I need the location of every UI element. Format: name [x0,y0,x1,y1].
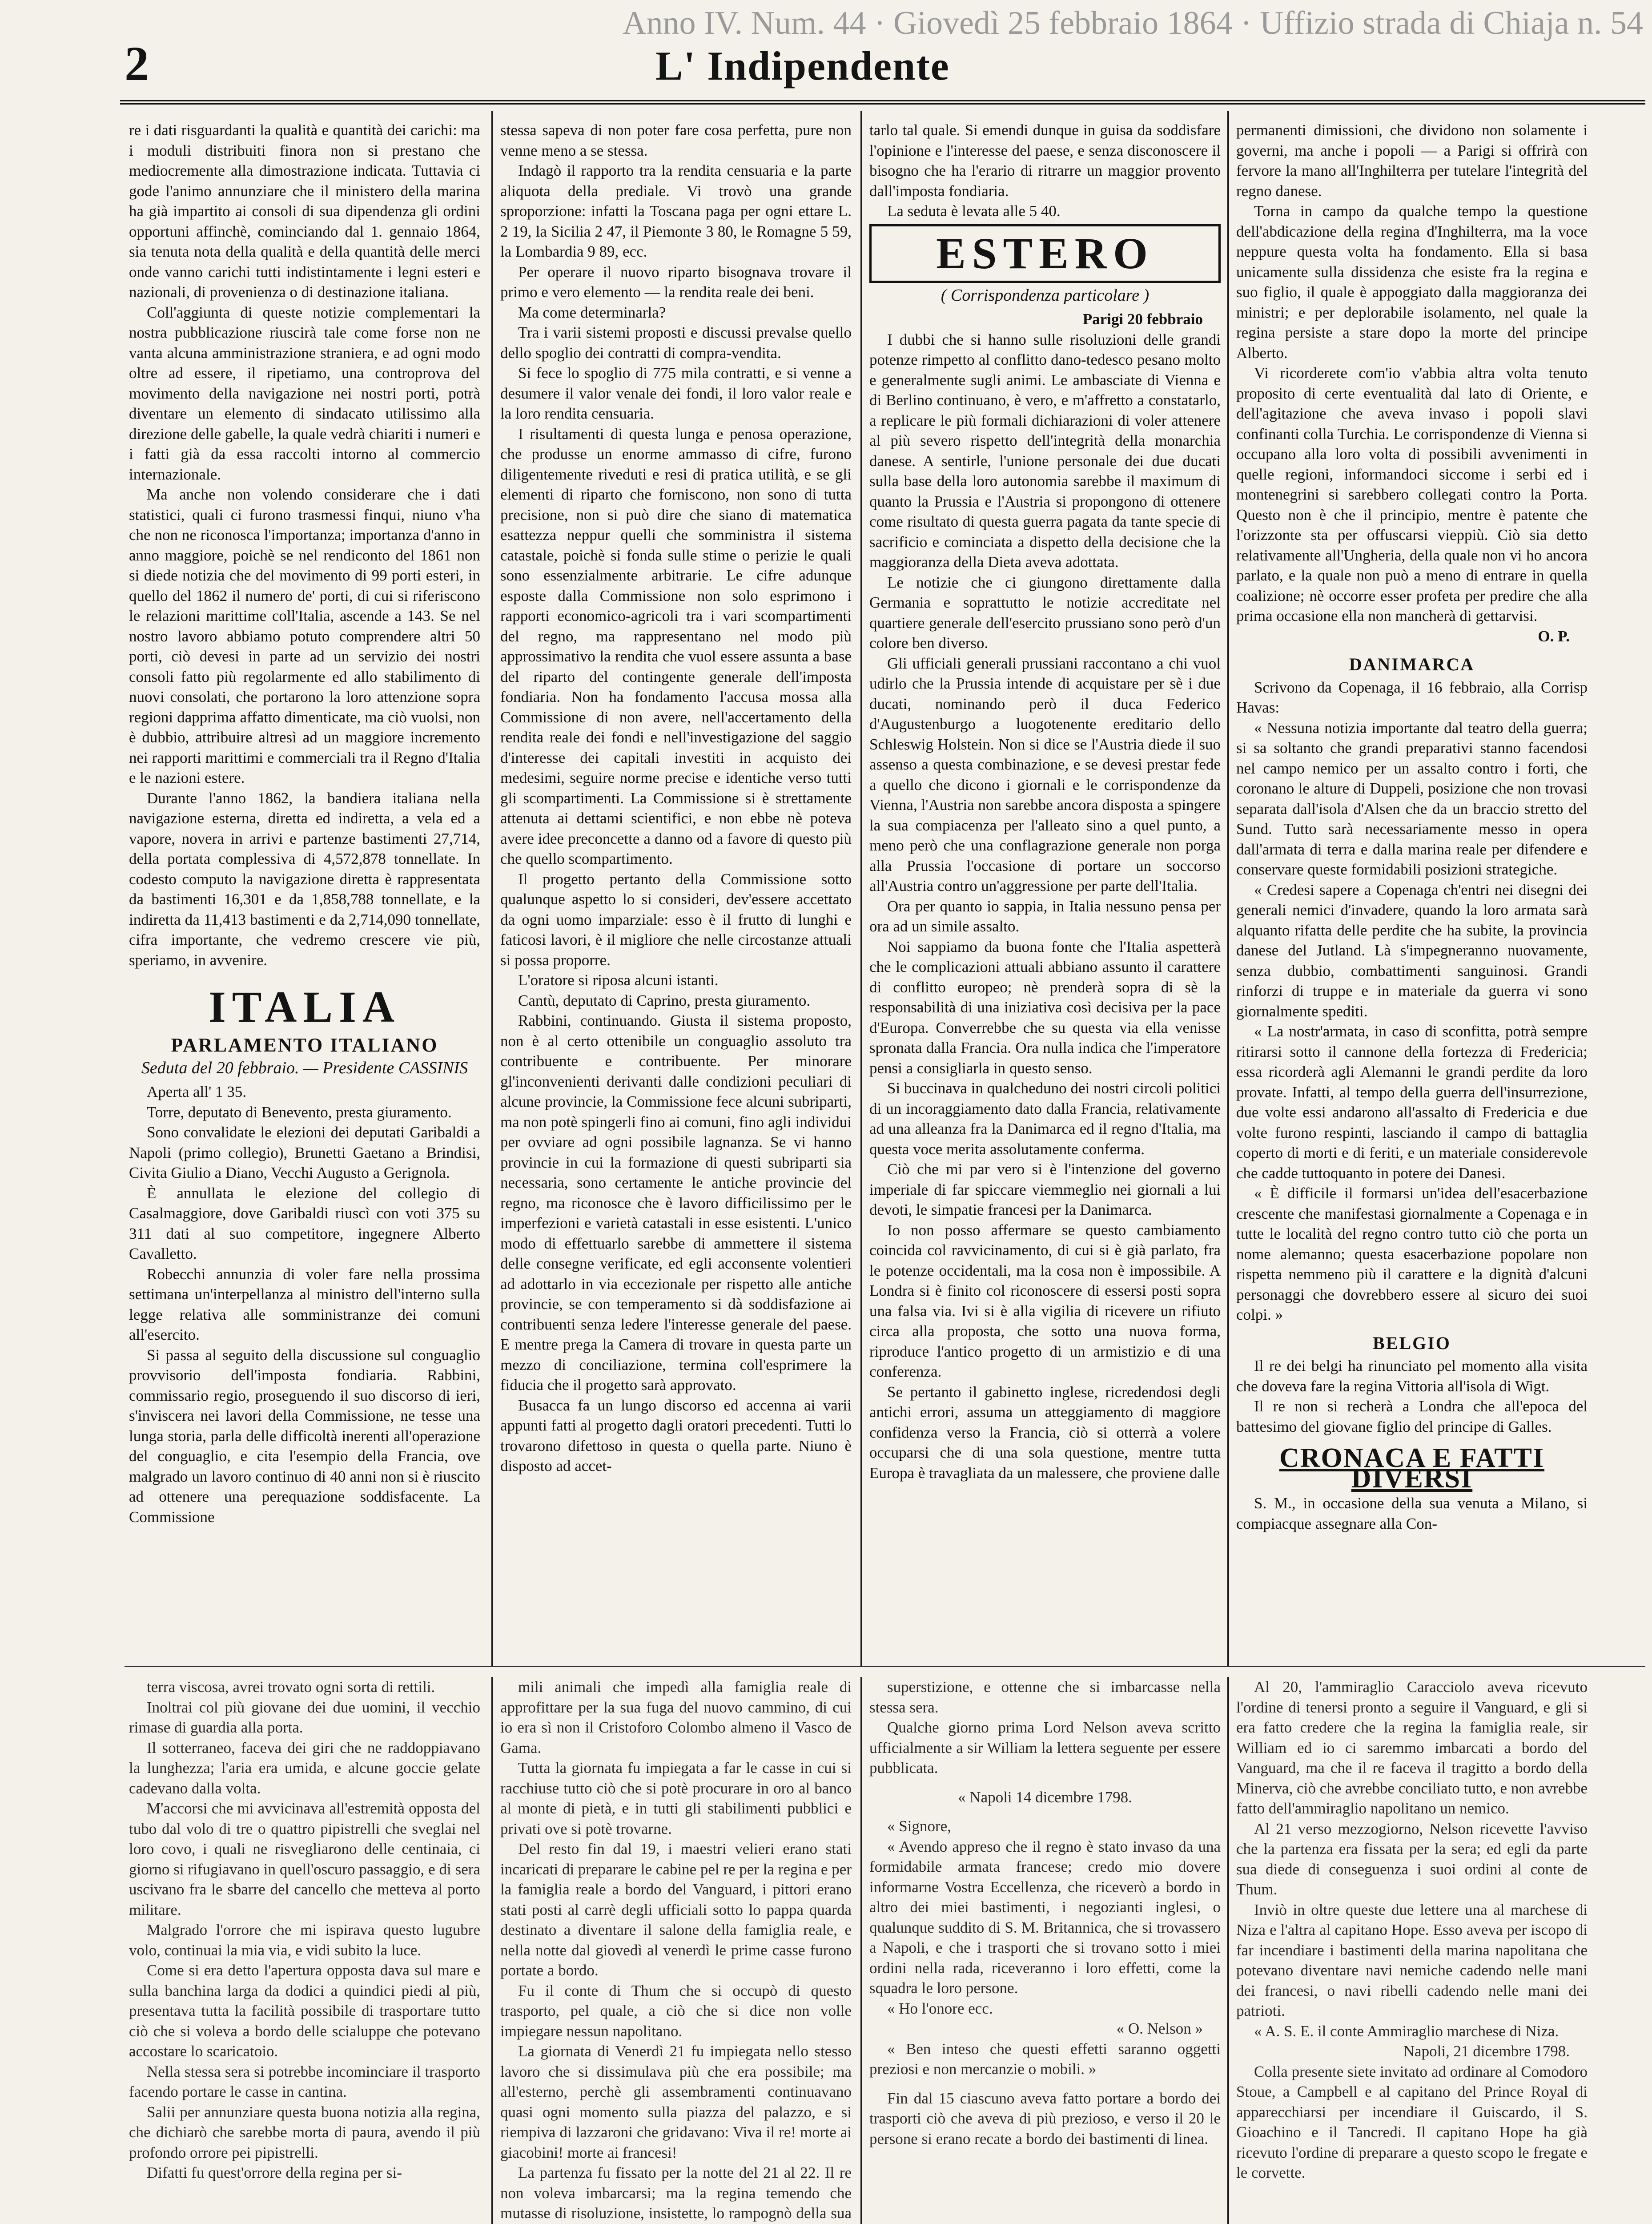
paragraph: L'oratore si riposa alcuni istanti. [518,971,719,989]
paragraph: Il sotterraneo, faceva dei giri che ne raddoppiavano la lunghezza; l'aria era umida, e alcune goccie gelate cadevano dalla volta. [129,1739,480,1797]
paragraph: Tra i varii sistemi proposti e discussi prevalse quello dello spoglio dei contratti di compra-vendita. [500,324,852,362]
paragraph: « La nostr'armata, in caso di sconfitta, potrà sempre ritirarsi sotto il cannone della fortezza di Fredericia; essa ricorderà agli Alemanni le grandi perdite da loro provate. Infatti, al tempo della guerra dell'insurrezione, due volte essi andarono all'assalto di Fredericia e due volte furono respinti, lasciando il campo di battaglia coperto di morti e di feriti, e un materiale considerevole che cadde tuttoquanto in potere dei Danesi. [1236,1023,1588,1182]
paragraph: « A. S. E. il conte Ammiraglio marchese di Niza. [1254,2022,1559,2040]
paragraph: « Ben inteso che questi effetti saranno oggetti preziosi e non mercanzie o mobili. » [869,2040,1221,2078]
paragraph: Del resto fin dal 19, i maestri velieri erano stati incaricati di preparare le cabine pel re per la regina e per la famiglia reale a bordo del Vanguard, i pittori erano stati posti al carrè degli ufficiali sotto lo pappa quarda destinato a diventare il salone della famiglia reale, e nella notte dal giovedì al venerdì le prime casse furono portate a bordo. [500,1840,852,1979]
paragraph: Il progetto pertanto della Commissione sotto qualunque aspetto lo si consideri, dev'essere accettato da ogni uomo imparziale: esso è il frutto di lunghi e faticosi lavori, è il migliore che nelle circostanze attuali si possa proporre. [500,870,852,969]
column-4 [1236,120,1588,1534]
paragraph: Aperta all' 1 35. [147,1083,247,1100]
paragraph: Qualche giorno prima Lord Nelson aveva scritto ufficialmente a sir William la lettera seguente per essere pubblicata. [869,1719,1221,1777]
paragraph: Vi ricorderete com'io v'abbia altra volta tenuto proposito di certe eventualità dal lato di Oriente, e dell'agitazione che aveva invaso i popoli slavi confinanti colla Turchia. Le corrispondenze di Vienna si occupano alla loro volta di possibili avvenimenti in quelle regioni, informandoci siccome i serbi ed i montenegrini si sarebbero collegati contro la Porta. Questo non è che il principio, mentre è patente che l'orizzonte sta per offuscarsi vieppiù. Ciò sia detto relativamente all'Ungheria, della quale non vi ho ancora parlato, e la quale non può a meno di entrare in quella coalizione; nè occorre esser profeta per predire che alla prima occasione ella non mancherà di gettarvisi. [1236,364,1588,624]
feuilleton-column-4 [1236,1677,1588,2183]
feuilleton-column-2 [500,1677,852,2224]
section-heading-estero: ESTERO [936,228,1154,278]
paragraph: permanenti dimissioni, che dividono non solamente i governi, ma anche i popoli — a Parigi si offrirà con fervore la mano all'Inghilterra per tutelare l'integrità del regno danese. [1236,121,1588,200]
feuilleton-column-3 [869,1677,1221,2149]
column-3 [869,120,1221,1483]
feuilleton-column-1 [129,1677,480,2183]
paragraph: Rabbini, continuando. Giusta il sistema proposto, non è al certo ottenibile un conguaglio assoluto tra contribuente e contribuente. Per minorare gl'inconvenienti derivanti dalle condizioni peculiari di alcune provincie, la Commissione fece alcuni subriparti, ma non potè spingerli fino ai comuni, fino agli individui per ovviare ad ogni possibile lagnanza. Se vi hanno provincie in cui la formazione di questi subriparti sia necessaria, sono certamente le antiche provincie del regno, ma riconosce che è lavoro difficilissimo per le imperfezioni e varietà catastali in esse esistenti. L'unico modo di effettuarlo sarebbe di ammettere il sistema delle consegne verificate, ed egli acconsente volentieri ad adottarlo in via eccezionale per rispetto alle antiche provincie, se con temperamento si dà soddisfazione ai contribuenti senza ledere l'interesse generale del paese. E mentre prega la Camera di trovare in questa parte un mezzo di conciliazione, termina coll'esprimere la fiducia che il progetto sarà approvato. [500,1012,852,1394]
paragraph: Coll'aggiunta di queste notizie complementari la nostra pubblicazione riuscirà tale come forse non ne vanta alcuna amministrazione straniera, e ad ogni modo oltre ad essere, il ripetiamo, una controprova del movimento della navigazione nei nostri porti, potrà diventare un elemento di sindacato utilissimo alla direzione delle gabelle, la quale vedrà chiariti i numeri e i fatti già da essa raccolti intorno al commercio internazionale. [129,303,480,483]
paragraph: Nella stessa sera si potrebbe incominciare il trasporto facendo portare le casse in cantina. [129,2063,480,2100]
paragraph: Salii per annunziare questa buona notizia alla regina, che dichiarò che sarebbe morta di paura, avendo il più profondo orrore pei pipistrelli. [129,2103,480,2161]
dateline: Parigi 20 febbraio [1082,310,1203,328]
paragraph: Scrivono da Copenaga, il 16 febbraio, alla Corrisp Havas: [1236,678,1588,716]
paragraph: « È difficile il formarsi un'idea dell'esacerbazione crescente che manifestasi giornalmente a Copenaga e in tutte le località del regno contro tutto ciò che porta un nome alemanno; questa esacerbazione popolare non rispetta nemmeno più il carattere e la dignità d'alcuni personaggi che dovrebbero essere al sicuro dei suoi colpi. » [1236,1185,1588,1323]
paragraph: Sono convalidate le elezioni dei deputati Garibaldi a Napoli (primo collegio), Brunetti Gaetano a Brindisi, Civita Giulio a Diano, Vecchi Augusto a Gerignola. [129,1124,480,1181]
paragraph: Io non posso affermare se questo cambiamento coincida col ravvicinamento, di cui si è già parlato, fra le potenze occidentali, ma la cosa non è impossibile. A Londra si è finito col riconoscere di essersi posti sopra una falsa via. Ivi si è alla vigilia di ricevere un rifiuto circa alla proposta, che sotto una nuova forma, riproduce l'antico progetto di un armistizio e di una conferenza. [869,1221,1221,1380]
paragraph: Come si era detto l'apertura opposta dava sul mare e sulla banchina larga da dodici a quindici piedi al più, presentava tutta la facilità possibile di trasportare tutto ciò che si voleva a bordo delle scialuppe che potevano accostare lo scaricatoio. [129,1962,480,2060]
paragraph: I risultamenti di questa lunga e penosa operazione, che produsse un enorme ammasso di cifre, furono diligentemente riveduti e resi di pratica utilità, e se gli elementi di riparto che forniscono, non sono di tutta precisione, non si può dire che siano di matematica esattezza neppur quelli che somministra il sistema catastale, poichè si fonda sulle stime o perizie le quali sono essenzialmente arbitrarie. Le cifre adunque esposte dalla Commissione non solo esprimono i rapporti economico-agricoli tra i vari scompartimenti del regno, ma rappresentano nel modo più approssimativo la rendita che vuol essere assunta a base del riparto del contingente generale dell'imposta fondiaria. Non ha fondamento l'accusa mossa alla Commissione di non avere, nell'accertamento della rendita reale dei fondi e nell'investigazione del saggio d'interesse dei capitali investiti in acquisto dei medesimi, seguire norme precise e identiche verso tutti gli scompartimenti. La Commissione si è strettamente attenuta ai dettami scientifici, e non ebbe nè poteva avere idee preconcette a danno od a favore di questo più che quello scompartimento. [500,425,852,867]
paragraph: I dubbi che si hanno sulle risoluzioni delle grandi potenze rimpetto al conflitto dano-tedesco pesano molto e generalmente sugli animi. Le ambasciate di Vienna e di Berlino continuano, è vero, e m'affretto a constatarlo, a replicare le più formali dichiarazioni di voler attenere al più severo rispetto dell'integrità della monarchia danese. A sentirle, l'unione personale dei due ducati sulla base della loro autonomia sarebbe il maximum di quanto la Prussia e l'Austria si propongono di ottenere come risultato di questa guerra pagata da tante specie di sacrificio e cominciata a dispetto della decisione che la maggioranza della Dieta aveva adottata. [869,330,1221,571]
column-rule [491,1677,493,2224]
masthead-rule [120,100,1645,105]
paragraph: « Avendo appreso che il regno è stato invaso da una formidabile armata francese; credo mio dovere informarne Vostra Eccellenza, che riceverò a bordo in altro dei miei bastimenti, i negozianti inglesi, o qualunque suddito di S. M. Britannica, che si trovassero a Napoli, e che i trasporti che si trovano sotto i miei ordini nella rada, riceveranno i loro effetti, come la squadra le loro persone. [869,1837,1221,1997]
paragraph: superstizione, e ottenne che si imbarcasse nella stessa sera. [869,1678,1221,1716]
correspondence-note: ( Corrispondenza particolare ) [941,286,1150,305]
estero-heading-box [869,224,1221,283]
paragraph: Il re non si recherà a Londra che all'epoca del battesimo del giovane figlio del principe di Galles. [1236,1398,1588,1435]
paragraph: Il re dei belgi ha rinunciato pel momento alla visita che doveva fare la regina Vittoria all'isola di Wigt. [1236,1357,1588,1395]
paragraph: mili animali che impedì alla famiglia reale di approfittare per la sua fuga del nuovo cammino, di cui io era sì non il Cristoforo Colombo almeno il Vasco de Gama. [500,1678,852,1757]
paragraph: Ciò che mi par vero si è l'intenzione del governo imperiale di far spiccare viemmeglio nei giornali a lui devoti, le simpatie francesi per la Danimarca. [869,1160,1221,1218]
paragraph: È annullata le elezione del collegio di Casalmaggiore, dove Garibaldi riuscì con voti 375 su 311 dati al suo competitore, ingegnere Alberto Cavalletto. [129,1184,480,1262]
paragraph: Indagò il rapporto tra la rendita censuaria e la parte aliquota della prediale. Vi trovò una grande sproporzione: infatti la Toscana paga per ogni ettare L. 2 19, la Sicilia 2 47, il Piemonte 3 80, le Romagne 5 59, la Lombardia 9 89, ecc. [500,162,852,260]
column-rule [1227,111,1229,1666]
paragraph: Si fece lo spoglio di 775 mila contratti, e si venne a desumere il valor venale dei fondi, il loro valor reale e la loro rendita censuaria. [500,364,852,422]
section-heading-cronaca: CRONACA E FATTI DIVERSI [1279,1443,1545,1494]
paragraph: Ma come determinarla? [518,303,666,321]
paragraph: La seduta è levata alle 5 40. [887,202,1061,220]
paragraph: Torre, deputato di Benevento, presta giuramento. [147,1103,452,1121]
column-1 [129,120,480,1527]
paragraph: Si buccinava in qualcheduno dei nostri circoli politici di un incoraggiamento dato dalla Francia, relativamente ad una alleanza fra la Danimarca ed il regno d'Italia, ma questa voce merita assolutamente conferma. [869,1080,1221,1158]
paragraph: Inviò in oltre queste due lettere una al marchese di Niza e l'altra al capitano Hope. Esso aveva per iscopo di far incendiare i bastimenti della marina napolitana che potevano diventare navi nemiche cadendo nelle mani dei francesi, o navi ribelli cadendo nelle mani dei patrioti. [1236,1901,1588,2019]
paragraph: S. M., in occasione della sua venuta a Milano, si compiacque assegnare alla Con- [1236,1495,1588,1532]
paragraph: M'accorsi che mi avvicinava all'estremità opposta del tubo dal volo di tre o quattro pipistrelli che sveglai nel loro covo, i quali ne risvegliarono delle centinaia, ci giorno si rifugiavano in quell'oscuro passaggio, e di sera uscivano fra le sbarre del cancello che metteva al porto militare. [129,1800,480,1918]
letter-dateline: « Napoli 14 dicembre 1798. [958,1788,1132,1806]
paragraph: Fu il conte di Thum che si occupò di questo trasporto, pel quale, a ciò che si dice non volle impiegare nessun napolitano. [500,1982,852,2040]
section-subheading-parlamento: PARLAMENTO ITALIANO [171,1034,438,1056]
section-heading-italia: ITALIA [208,982,401,1031]
paragraph: La partenza fu fissato per la notte del 21 al 22. Il re non voleva imbarcarsi; ma la regina temendo che mutasse di risoluzione, insistette, lo rampognò della sua [500,2164,852,2222]
column-2 [500,120,852,1476]
paragraph: Per operare il nuovo riparto bisognava trovare il primo e vero elemento — la rendita reale dei beni. [500,263,852,301]
column-rule [860,1677,862,2224]
paragraph: Durante l'anno 1862, la bandiera italiana nella navigazione esterna, diretta ed indiretta, a vela ed a vapore, novera in arrivi e partenze bastimenti 27,714, della portata complessiva di 4,572,878 tonnellate. In codesto computo la navigazione diretta è rappresentata da bastimenti 16,301 e da 1,858,788 tonnellate, e la indiretta da 11,413 bastimenti e da 2,714,090 tonnellate, cifra importante, che vedremo crescere vie più, speriamo, in avvenire. [129,789,480,969]
section-heading-danimarca: DANIMARCA [1349,654,1475,674]
feuilleton-rule [125,1666,1645,1667]
paragraph: Le notizie che ci giungono direttamente dalla Germania e soprattutto le notizie accreditate nel quartiere generale dell'esercito prussiano sono però d'un colore ben diverso. [869,573,1221,652]
paragraph: La giornata di Venerdì 21 fu impiegata nello stesso lavoro che si dissimulava più che era possibile; ma all'esterno, perchè gli assembramenti continuavano quasi ogni momento sulla piazza del palazzo, e si riempiva di lazzaroni che gridavano: Viva il re! morte ai giacobini! morte ai francesi! [500,2043,852,2161]
paragraph: Ma anche non volendo considerare che i dati statistici, quali ci furono trasmessi finqui, niuno v'ha che non ne riconosca l'importanza; importanza d'anno in anno maggiore, poichè se nel rendiconto del 1861 non si diede notizia che del movimento di 99 porti esteri, in quello del 1862 il numero de' porti, di cui si riferiscono le relazioni marittime coll'Italia, ascende a 143. Se nel nostro lavoro abbiamo potuto comprendere altri 50 porti, ciò devesi in parte ad un servizio dei nostri consoli fatto più regolarmente ed allo stabilimento di nuovi consolati, che portarono la loro attenzione sopra regioni dapprima affatto dimenticate, ma ciò vuolsi, non è dubbio, attribuire altresì ad un maggiore incremento nei rapporti marittimi e commerciali tra il Regno d'Italia e le nazioni estere. [129,486,480,786]
column-rule [860,111,862,1666]
paragraph: Tutta la giornata fu impiegata a far le casse in cui si racchiuse tutto ciò che si potè procurare in oro al banco al monte di pietà, e in tutti gli stabilimenti pubblici e privati ove si potè trovarne. [500,1759,852,1837]
paragraph: re i dati risguardanti la qualità e quantità dei carichi: ma i moduli distribuiti finora non si prestano che mediocremente alla dimostrazione indicata. Tuttavia ci gode l'animo annunziare che il ministero della marina ha già impartito ai consoli di sua dipendenza gli ordini opportuni affinchè, cominciando dal 1. gennaio 1864, sia tenuta nota della qualità e della quantità delle merci onde vanno carichi tutti indistintamente i legni esteri e nazionali, di provenienza o di destinazione italiana. [129,121,480,301]
paragraph: Noi sappiamo da buona fonte che l'Italia aspetterà che le complicazioni attuali abbiano assunto il carattere di conflitto europeo; nè prenderà sopra di sè la responsabilità di una iniziativa così decisiva per la pace d'Europa. Converrebbe che su questa via ella venisse spronata dalla Francia. Ora nulla indica che l'imperatore pensi a consigliarla in questo senso. [869,938,1221,1077]
paragraph: Gli ufficiali generali prussiani raccontano a chi vuol udirlo che la Prussia intende di acquistare per sè i due ducati, nominando però il duca Federico d'Augustenburgo a luogotenente ereditario dello Schleswig Holstein. Non si dice se l'Austria diede il suo assenso a questa combinazione, e se devesi prestar fede a quello che dicono i giornali e le corrispondenze da Vienna, l'Austria non sarebbe ancora disposta a spingere la sua compiacenza per l'alleato sino a quel punto, a meno però che una conflagrazione generale non porga alla Prussia l'occasione di portare un soccorso all'Austria contro un'aggressione per parte dell'Italia. [869,654,1221,894]
signature: « O. Nelson » [1116,2020,1203,2037]
paragraph: Robecchi annunzia di voler fare nella prossima settimana un'interpellanza al ministro dell'interno sulla legge relativa alle somministranze dei comuni all'esercito. [129,1265,480,1343]
signature: O. P. [1538,627,1570,645]
paragraph: Al 20, l'ammiraglio Caracciolo aveva ricevuto l'ordine di tenersi pronto a seguire il Vanguard, e gli si era fatto credere che la regina la famiglia reale, sir William ed io ci saremmo imbarcati a bordo del Vanguard, ma che il re faceva il tragitto a bordo della Minerva, ciò che avrebbe conciliato tutto, e non avrebbe fatto dell'ammiraglio napolitano un nemico. [1236,1678,1588,1817]
session-line: Seduta del 20 febbraio. — Presidente CASSINIS [141,1058,468,1077]
paragraph: Al 21 verso mezzogiorno, Nelson ricevette l'avviso che la partenza era fissata per la sera; ed egli da parte sua diede di conseguenza i suoi ordini al conte de Thum. [1236,1820,1588,1898]
paragraph: Ora per quanto io sappia, in Italia nessuno pensa per ora ad un simile assalto. [869,897,1221,935]
paragraph: « Ho l'onore ecc. [887,1999,993,2017]
paragraph: « Signore, [887,1817,951,1835]
paragraph: Si passa al seguito della discussione sul conguaglio provvisorio dell'imposta fondiaria. Rabbini, commissario regio, proseguendo il suo discorso di ieri, s'inviscera nei lavori della Commissione, ne tesse una lunga storia, parla delle difficoltà inerenti all'operazione del conguaglio, e cita l'esempio della Francia, ove malgrado un lavoro continuo di 40 anni non si è riuscito ad ottenere una perequazione soddisfacente. La Commissione [129,1346,480,1526]
paragraph: « Credesi sapere a Copenaga ch'entri nei disegni dei generali nemici d'invadere, quando la loro armata sarà alquanto rifatta delle perdite che ha subite, la provincia danese del Jutland. Là s'impegneranno nuovamente, senza dubbio, combattimenti sanguinosi. Grandi rinforzi di truppe e in materiale da guerra vi sono giornalmente spediti. [1236,881,1588,1020]
paragraph: Busacca fa un lungo discorso ed accenna ai varii appunti fatti al progetto dagli oratori precedenti. Tutti lo trovarono difettoso in questa o quella parte. Niuno è disposto ad accet- [500,1396,852,1475]
page-number: 2 [125,36,149,91]
column-rule [491,111,493,1666]
paragraph: stessa sapeva di non poter fare cosa perfetta, pure non venne meno a se stessa. [500,121,852,159]
paragraph: Difatti fu quest'orrore della regina per si- [147,2164,402,2181]
paragraph: Cantù, deputato di Caprino, presta giuramento. [518,991,811,1009]
section-heading-belgio: BELGIO [1373,1333,1451,1353]
paragraph: Se pertanto il gabinetto inglese, ricredendosi degli antichi errori, assuma un atteggiamento di maggiore confidenza verso la Francia, ciò si otterrà a volere occuparsi che di una sola questione, mentre tutta Europa è travagliata da un malessere, che proviene dalle [869,1383,1221,1482]
column-rule [1227,1677,1229,2224]
paragraph: Fin dal 15 ciascuno aveva fatto portare a bordo dei trasporti ciò che aveva di più prezioso, e verso il 20 le persone si erano recate a bordo dei bastimenti di linea. [869,2089,1221,2147]
paragraph: Colla presente siete invitato ad ordinare al Comodoro Stoue, a Campbell e al capitano del Prince Royal di apparecchiarsi per incendiare il Guiscardo, il S. Gioachino e il Tancredi. Il capitano Hope ha già ricevuto l'ordine di preparare a questo scopo le fregate e le corvette. [1236,2063,1588,2181]
paragraph: Inoltrai col più giovane dei due uomini, il vecchio rimase di guardia alla porta. [129,1698,480,1736]
letter-dateline: Napoli, 21 dicembre 1798. [1403,2043,1570,2060]
paragraph: « Nessuna notizia importante dal teatro della guerra; si sa soltanto che grandi preparativi stanno facendosi nel campo nemico per un assalto contro i forti, che coronano le alture di Duppeli, posizione che non trovasi separata dall'isola d'Alsen che da un braccio stretto del Sund. Tutto sarà necessariamente messo in opera dall'armata di terra e dalla marina reale per difendere e conservare queste formidabili posizioni strategiche. [1236,719,1588,878]
paragraph: terra viscosa, avrei trovato ogni sorta di rettili. [147,1678,435,1696]
newspaper-title: L' Indipendente [655,43,950,89]
paragraph: Torna in campo da qualche tempo la questione dell'abdicazione della regina d'Inghilterra, ma la voce neppure questa volta ha fondamento. Ella si basa unicamente sulla dissidenza che esiste fra la regina e suo figlio, il quale è appoggiato dalla maggioranza dei ministri; e per deplorabile isolamento, nel quale la regina persiste a stare dopo la morte del principe Alberto. [1236,202,1588,362]
masthead [0,0,1652,111]
date-strip: Anno IV. Num. 44 · Giovedì 25 febbraio 1864 · Uffizio strada di Chiaja n. 54 [623,5,1643,41]
paragraph: Malgrado l'orrore che mi ispirava questo lugubre volo, continuai la mia via, e vidi subito la luce. [129,1921,480,1959]
paragraph: tarlo tal quale. Si emendi dunque in guisa da soddisfare l'opinione e l'interesse del paese, e senza disconoscere il bisogno che ha l'erario di ritrarre un maggior provento dall'imposta fondiaria. [869,121,1221,200]
